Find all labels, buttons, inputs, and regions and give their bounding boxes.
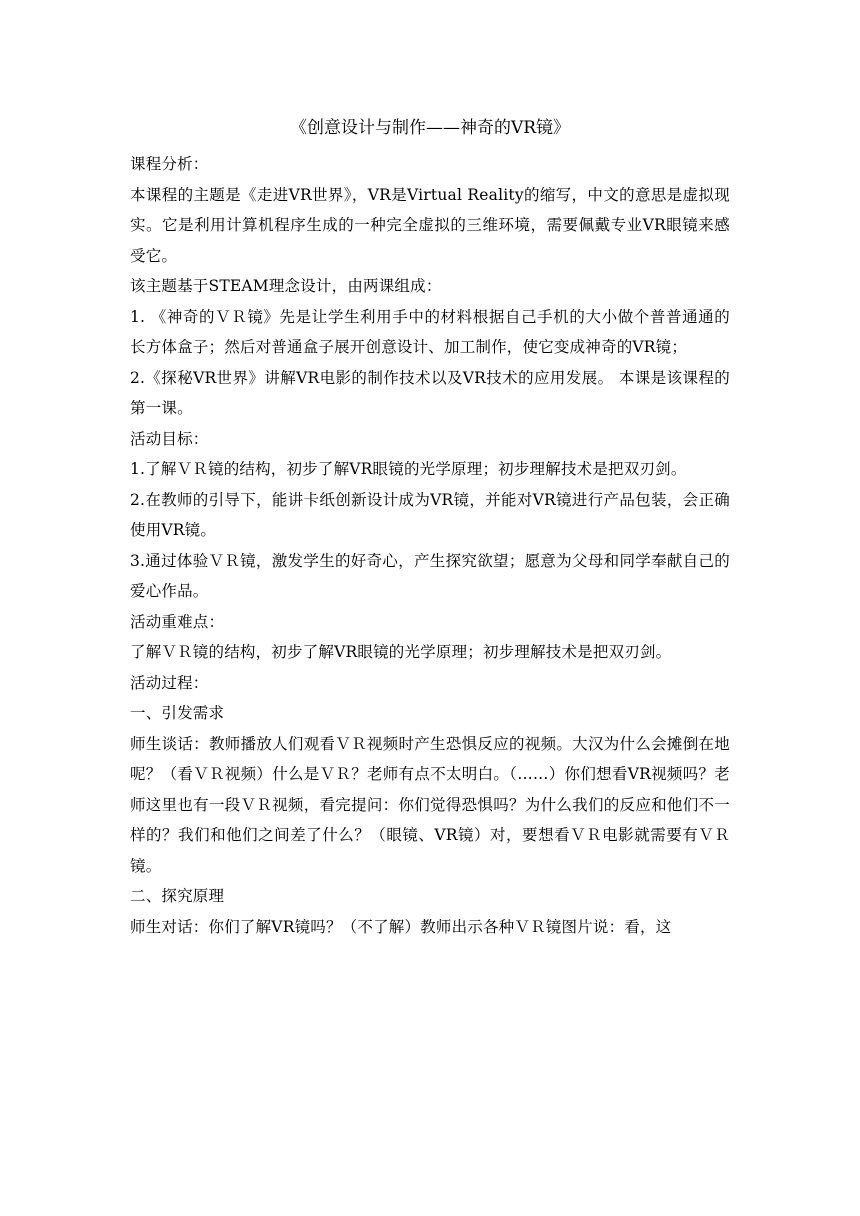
paragraph-teacher-dialogue: 师生对话：你们了解VR镜吗？（不了解）教师出示各种ＶＲ镜图片说：看，这 — [130, 917, 672, 936]
list-item-goal-3: 3.通过体验ＶＲ镜，激发学生的好奇心，产生探究欲望；愿意为父母和同学奉献自己的爱心作品。 — [130, 551, 730, 600]
section-heading-1: 一、引发需求 — [130, 704, 225, 722]
list-item-lesson-1: 1. 《神奇的ＶＲ镜》先是让学生利用手中的材料根据自己手机的大小做个普普通通的长方体盒子；然后对普通盒子展开创意设计、加工制作，使它变成神奇的VR镜； — [130, 307, 730, 356]
paragraph-key-difficulties: 了解ＶＲ镜的结构，初步了解VR眼镜的光学原理；初步理解技术是把双刃剑。 — [130, 643, 672, 661]
paragraph-teacher-talk: 师生谈话：教师播放人们观看ＶＲ视频时产生恐惧反应的视频。大汉为什么会摊倒在地呢？（看ＶＲ视频）什么是ＶＲ？老师有点不太明白。（……）你们想看VR视频吗？老师这里也有一段ＶＲ视频，看完提问：你们觉得恐惧吗？为什么我们的反应和他们不一样的？我们和他们之间差了什么？（眼镜、VR镜）对，要想看ＶＲ电影就需要有ＶＲ镜。 — [130, 734, 730, 875]
heading-key-difficulties: 活动重难点： — [130, 612, 225, 631]
section-heading-2: 二、探究原理 — [130, 887, 225, 905]
document-body — [130, 111, 730, 942]
list-item-lesson-2: 2.《探秘VR世界》讲解VR电影的制作技术以及VR技术的应用发展。 本课是该课程的第一课。 — [130, 368, 730, 417]
paragraph-steam-design: 该主题基于STEAM理念设计，由两课组成： — [130, 277, 442, 295]
heading-activity-goals: 活动目标： — [130, 429, 209, 448]
document-title: 《创意设计与制作——神奇的VR镜》 — [289, 118, 571, 138]
list-item-goal-2: 2.在教师的引导下，能讲卡纸创新设计成为VR镜，并能对VR镜进行产品包装，会正确使用VR镜。 — [130, 490, 730, 539]
list-item-goal-1: 1.了解ＶＲ镜的结构，初步了解VR眼镜的光学原理；初步理解技术是把双刃剑。 — [130, 460, 687, 478]
heading-activity-process: 活动过程： — [130, 673, 209, 692]
paragraph-course-intro: 本课程的主题是《走进VR世界》，VR是Virtual Reality的缩写，中文的意思是虚拟现实。它是利用计算机程序生成的一种完全虚拟的三维环境，需要佩戴专业VR眼镜来感受它。 — [130, 185, 730, 265]
heading-course-analysis: 课程分析： — [130, 155, 209, 173]
